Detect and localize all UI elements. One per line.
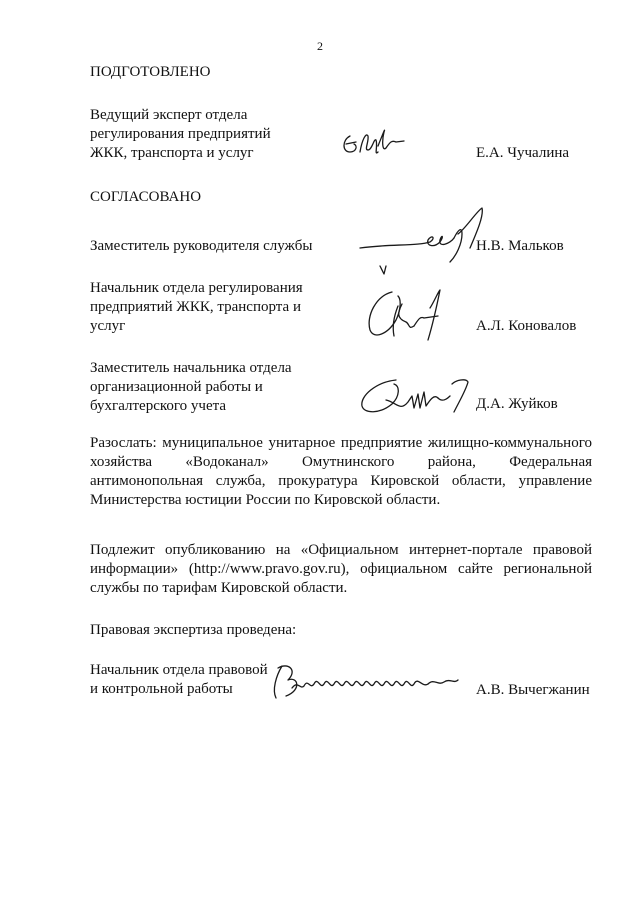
- paragraph-line: информации» (http://www.pravo.gov.ru), официальном сайте региональной: [90, 561, 592, 577]
- position-line: организационной работы и: [90, 379, 263, 395]
- handwritten-signature: [358, 204, 488, 284]
- page-number: 2: [317, 39, 323, 53]
- position-line: предприятий ЖКК, транспорта и: [90, 299, 301, 315]
- legal-review-note: Правовая экспертиза проведена:: [90, 622, 297, 638]
- handwritten-signature: [338, 122, 408, 162]
- signer-name: Д.А. Жуйков: [476, 396, 558, 412]
- publication-paragraph: [90, 541, 592, 598]
- signer-1-position: [90, 237, 312, 256]
- prepared-heading: ПОДГОТОВЛЕНО: [90, 64, 211, 80]
- legal-review-position: [90, 661, 268, 699]
- paragraph-line: антимонопольная служба, прокуратура Кировской области, управление: [90, 473, 592, 489]
- position-line: ЖКК, транспорта и услуг: [90, 145, 254, 161]
- position-line: Ведущий эксперт отдела: [90, 107, 248, 123]
- position-line: Начальник отдела правовой: [90, 662, 268, 678]
- handwritten-signature: [362, 286, 462, 346]
- prepared-position: [90, 106, 271, 163]
- distribution-paragraph: [90, 434, 592, 510]
- position-line: услуг: [90, 318, 126, 334]
- signer-name: Е.А. Чучалина: [476, 145, 570, 161]
- signer-name: Н.В. Мальков: [476, 238, 564, 254]
- position-line: регулирования предприятий: [90, 126, 271, 142]
- paragraph-line: Министерства юстиции России по Кировской области.: [90, 492, 441, 508]
- position-line: и контрольной работы: [90, 681, 233, 697]
- paragraph-line: хозяйства «Водоканал» Омутнинского района, Федеральная: [90, 454, 592, 470]
- paragraph-line: Разослать: муниципальное унитарное предприятие жилищно-коммунального: [90, 435, 592, 451]
- position-line: Начальник отдела регулирования: [90, 280, 303, 296]
- agreed-heading: СОГЛАСОВАНО: [90, 189, 202, 205]
- position-line: бухгалтерского учета: [90, 398, 227, 414]
- signer-3-position: [90, 359, 292, 416]
- signer-2-position: [90, 279, 303, 336]
- signer-name: А.В. Вычегжанин: [476, 682, 590, 698]
- paragraph-line: Подлежит опубликованию на «Официальном интернет-портале правовой: [90, 542, 592, 558]
- position-line: Заместитель начальника отдела: [90, 360, 292, 376]
- handwritten-signature: [268, 660, 468, 705]
- signer-name: А.Л. Коновалов: [476, 318, 577, 334]
- handwritten-signature: [356, 372, 476, 422]
- paragraph-line: службы по тарифам Кировской области.: [90, 580, 348, 596]
- position-line: Заместитель руководителя службы: [90, 238, 313, 254]
